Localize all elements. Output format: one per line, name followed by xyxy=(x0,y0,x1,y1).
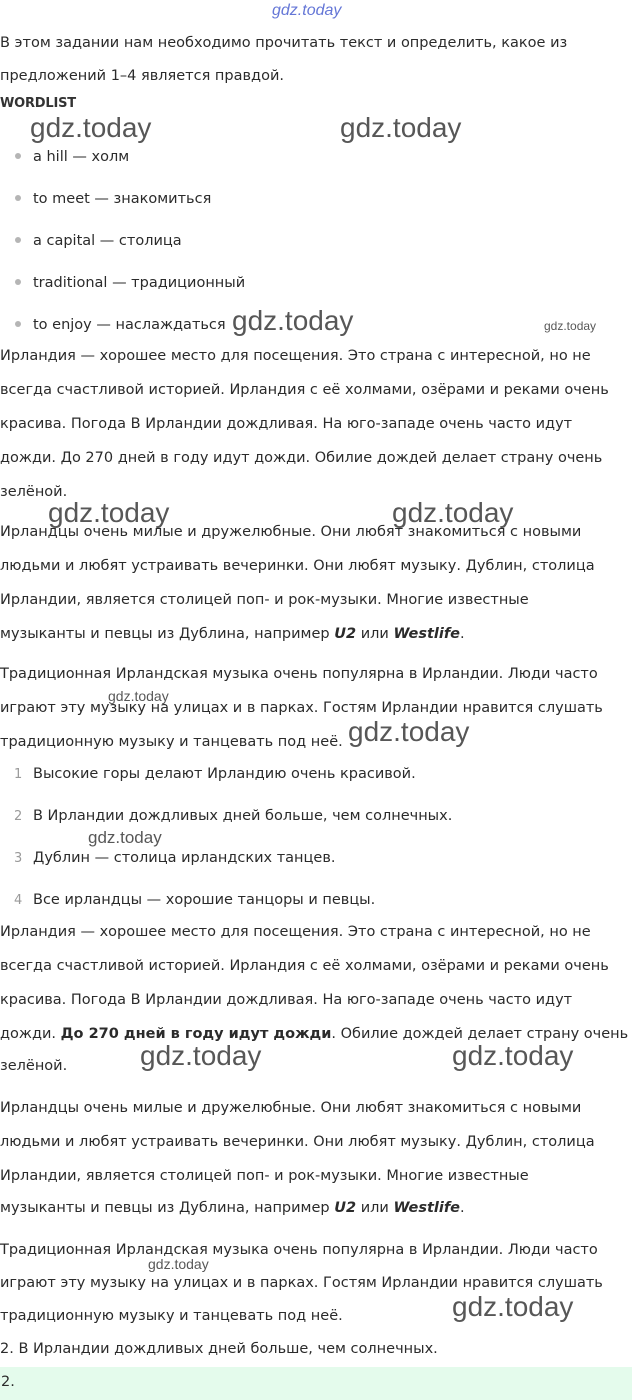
band-name: U2 xyxy=(334,626,357,642)
text1-p2-line: Ирландцы очень милые и дружелюбные. Они любят знакомиться с новыми xyxy=(0,524,582,540)
text1-p1-line: всегда счастливой историей. Ирландия с её холмами, озёрами и реками очень xyxy=(0,382,609,398)
watermark: gdz.today xyxy=(148,1256,209,1272)
watermark: gdz.today xyxy=(392,497,514,528)
bullet-icon xyxy=(15,237,21,243)
answer-value: 2. xyxy=(1,1374,15,1390)
text2-p1-line: зелёной. xyxy=(0,1058,68,1074)
text1-p1-line: дожди. До 270 дней в году идут дожди. Обилие дождей делает страну очень xyxy=(0,450,603,466)
text2-p1-line: красива. Погода В Ирландии дождливая. На юго-западе очень часто идут xyxy=(0,992,573,1008)
text1-p2-line: Ирландии, является столицей поп- и рок-музыки. Многие известные xyxy=(0,592,529,608)
watermark: gdz.today xyxy=(340,112,462,143)
text2-p1-line: Ирландия — хорошее место для посещения. Это страна с интересной, но не xyxy=(0,924,591,940)
watermark: gdz.today xyxy=(452,1291,574,1322)
text2-p3-line: Традиционная Ирландская музыка очень популярна в Ирландии. Люди часто xyxy=(0,1242,598,1258)
bullet-icon xyxy=(15,195,21,201)
watermark: gdz.today xyxy=(30,112,152,143)
text1-p1-line: красива. Погода В Ирландии дождливая. На юго-западе очень часто идут xyxy=(0,416,573,432)
text1-p1-line: Ирландия — хорошее место для посещения. Это страна с интересной, но не xyxy=(0,348,591,364)
text1-p1-line: зелёной. xyxy=(0,484,68,500)
text2-p1-line: всегда счастливой историей. Ирландия с её холмами, озёрами и реками очень xyxy=(0,958,609,974)
band-name: U2 xyxy=(334,1200,357,1216)
text1-p2-line: музыканты и певцы из Дублина, например U2 или Westlife. xyxy=(0,626,465,642)
text2-p3-line: традиционную музыку и танцевать под неё. xyxy=(0,1308,343,1324)
band-name: Westlife xyxy=(393,626,460,642)
wordlist-item: to meet — знакомиться xyxy=(0,189,632,209)
watermark: gdz.today xyxy=(348,716,470,747)
watermark: gdz.today xyxy=(452,1040,574,1071)
statement-item: 2 В Ирландии дождливых дней больше, чем солнечных. xyxy=(14,808,453,824)
watermark: gdz.today xyxy=(232,305,354,336)
watermark: gdz.today xyxy=(48,497,170,528)
wordlist-heading: WORDLIST xyxy=(0,96,76,111)
watermark: gdz.today xyxy=(272,2,342,19)
watermark: gdz.today xyxy=(88,828,162,847)
statement-item: 3 Дублин — столица ирландских танцев. xyxy=(14,850,336,866)
answer-box xyxy=(0,1367,632,1400)
text1-p3-line: традиционную музыку и танцевать под неё. xyxy=(0,734,343,750)
intro-line-1: В этом задании нам необходимо прочитать текст и определить, какое из xyxy=(0,35,568,51)
watermark: gdz.today xyxy=(140,1040,262,1071)
wordlist-item: traditional — традиционный xyxy=(0,273,632,293)
watermark: gdz.today xyxy=(108,688,169,704)
wordlist-item: a hill — холм xyxy=(0,147,632,167)
text1-p3-line: Традиционная Ирландская музыка очень популярна в Ирландии. Люди часто xyxy=(0,666,598,682)
statement-item: 1 Высокие горы делают Ирландию очень красивой. xyxy=(14,766,416,782)
statement-item: 4 Все ирландцы — хорошие танцоры и певцы. xyxy=(14,892,376,908)
text1-p3-line: играют эту музыку на улицах и в парках. Гостям Ирландии нравится слушать xyxy=(0,700,603,716)
answer-sentence: 2. В Ирландии дождливых дней больше, чем солнечных. xyxy=(0,1341,438,1357)
bullet-icon xyxy=(15,321,21,327)
text2-p3-line: играют эту музыку на улицах и в парках. Гостям Ирландии нравится слушать xyxy=(0,1275,603,1291)
intro-line-2: предложений 1–4 является правдой. xyxy=(0,68,284,84)
bullet-icon xyxy=(15,279,21,285)
text1-p2-line: людьми и любят устраивать вечеринки. Они любят музыку. Дублин, столица xyxy=(0,558,595,574)
text2-p1-line: дожди. До 270 дней в году идут дожди. Обилие дождей делает страну очень xyxy=(0,1026,629,1042)
wordlist-item: a capital — столица xyxy=(0,231,632,251)
text2-p2-line: Ирландии, является столицей поп- и рок-музыки. Многие известные xyxy=(0,1168,529,1184)
highlighted-evidence: До 270 дней в году идут дожди xyxy=(60,1026,332,1042)
text2-p2-line: Ирландцы очень милые и дружелюбные. Они любят знакомиться с новыми xyxy=(0,1100,582,1116)
band-name: Westlife xyxy=(393,1200,460,1216)
text2-p2-line: музыканты и певцы из Дублина, например U2 или Westlife. xyxy=(0,1200,465,1216)
wordlist-item: to enjoy — наслаждаться xyxy=(0,315,632,335)
text2-p2-line: людьми и любят устраивать вечеринки. Они любят музыку. Дублин, столица xyxy=(0,1134,595,1150)
watermark: gdz.today xyxy=(544,319,597,333)
bullet-icon xyxy=(15,153,21,159)
